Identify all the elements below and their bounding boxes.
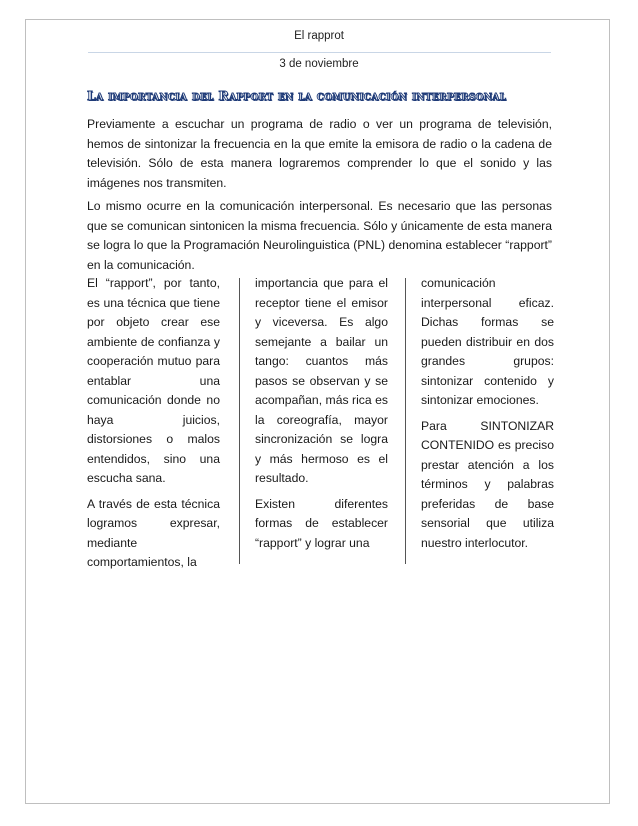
header-date: 3 de noviembre — [279, 58, 359, 70]
column-divider — [239, 278, 240, 564]
column-2-paragraph: importancia que para el receptor tiene el emisor y viceversa. Es algo semejante a bailar un tango: cuantos más pasos se observan y se acompañan, más rica es la coreografía, mayor sincronización se logra y más hermoso es el resultado. — [255, 276, 388, 485]
column-3-paragraph: comunicación interpersonal eficaz. Dichas formas se pueden distribuir en dos grandes grupos: sintonizar contenido y sintonizar emociones. — [421, 276, 554, 407]
header-title: El rapprot — [294, 30, 344, 42]
column-3-paragraph: Para SINTONIZAR CONTENIDO es preciso prestar atención a los términos y palabras preferidas de base sensorial que utiliza nuestro interlocutor. — [421, 418, 554, 550]
column-1-paragraph: A través de esta técnica logramos expresar, mediante comportamientos, la — [87, 496, 220, 569]
document-heading: La importancia del Rapport en la comunicación interpersonal — [87, 88, 507, 103]
second-paragraph: Lo mismo ocurre en la comunicación interpersonal. Es necesario que las personas que se comunican sintonicen la misma frecuencia. Sólo y únicamente de esta manera se logra lo que la Programación Neurolinguistica (PNL) denomina establecer “rapport” en la comunicación. — [87, 199, 552, 272]
column-2 — [255, 274, 388, 559]
column-3 — [421, 274, 554, 559]
three-column-section — [87, 274, 554, 569]
column-2-paragraph: Existen diferentes formas de establecer “rapport” y lograr una — [255, 496, 388, 550]
column-divider — [405, 278, 406, 564]
column-1 — [87, 274, 220, 579]
intro-paragraph: Previamente a escuchar un programa de radio o ver un programa de televisión, hemos de sintonizar la frecuencia en la que emite la emisora de radio o la cadena de televisión. Sólo de esta manera lograremos comprender lo que el sonido y las imágenes nos transmiten. — [87, 117, 552, 190]
header-divider — [88, 52, 551, 53]
column-1-paragraph: El “rapport”, por tanto, es una técnica que tiene por objeto crear ese ambiente de confianza y cooperación mutuo para entablar una comunicación donde no haya juicios, distorsiones o malos entendidos, sino una escucha sana. — [87, 276, 220, 485]
